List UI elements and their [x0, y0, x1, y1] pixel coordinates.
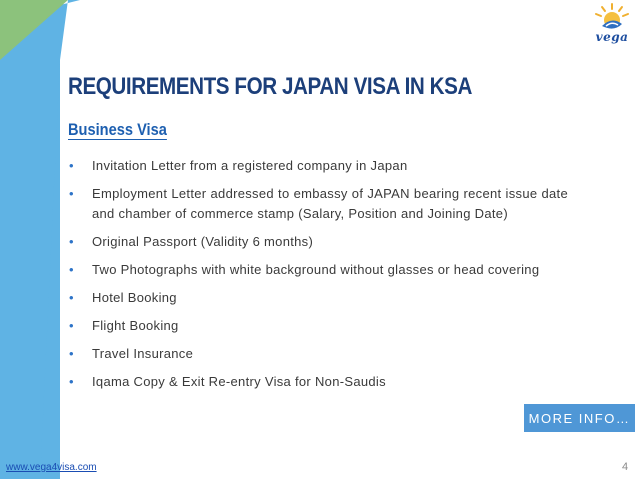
bullet-marker: •	[69, 317, 74, 333]
more-info-button[interactable]: MORE INFO…	[524, 404, 635, 432]
list-item-text: Hotel Booking	[92, 289, 177, 305]
list-item	[68, 260, 568, 280]
list-item-text: Two Photographs with white background without glasses or head covering	[92, 261, 540, 277]
page-number: 4	[622, 461, 629, 473]
bullet-marker: •	[69, 289, 74, 305]
bullet-marker: •	[69, 261, 74, 277]
list-item	[68, 344, 568, 364]
bullet-marker: •	[69, 373, 74, 389]
list-item	[68, 288, 568, 308]
list-item	[68, 372, 568, 392]
bullet-marker: •	[69, 186, 74, 201]
list-item-text: Employment Letter addressed to embassy of JAPAN bearing recent issue date and chamber of commerce stamp (Salary, Position and Joining Date)	[92, 186, 568, 221]
list-item	[68, 232, 568, 252]
list-item-text: Iqama Copy & Exit Re-entry Visa for Non-Saudis	[92, 373, 386, 389]
list-item-text: Original Passport (Validity 6 months)	[92, 233, 314, 249]
list-item	[68, 184, 568, 223]
bullet-marker: •	[69, 345, 74, 361]
requirements-list	[68, 156, 568, 391]
list-item	[68, 156, 568, 176]
list-item-text: Flight Booking	[92, 317, 179, 333]
slide-title: REQUIREMENTS FOR JAPAN VISA IN KSA	[68, 73, 472, 100]
list-item-text: Invitation Letter from a registered company in Japan	[92, 158, 408, 173]
bullet-marker: •	[69, 158, 74, 173]
bullet-marker: •	[69, 233, 74, 249]
logo-wordmark: vega	[595, 30, 629, 44]
section-subtitle: Business Visa	[68, 120, 167, 139]
list-item	[68, 316, 568, 336]
website-link[interactable]: www.vega4visa.com	[6, 462, 97, 473]
list-item-text: Travel Insurance	[92, 345, 194, 361]
